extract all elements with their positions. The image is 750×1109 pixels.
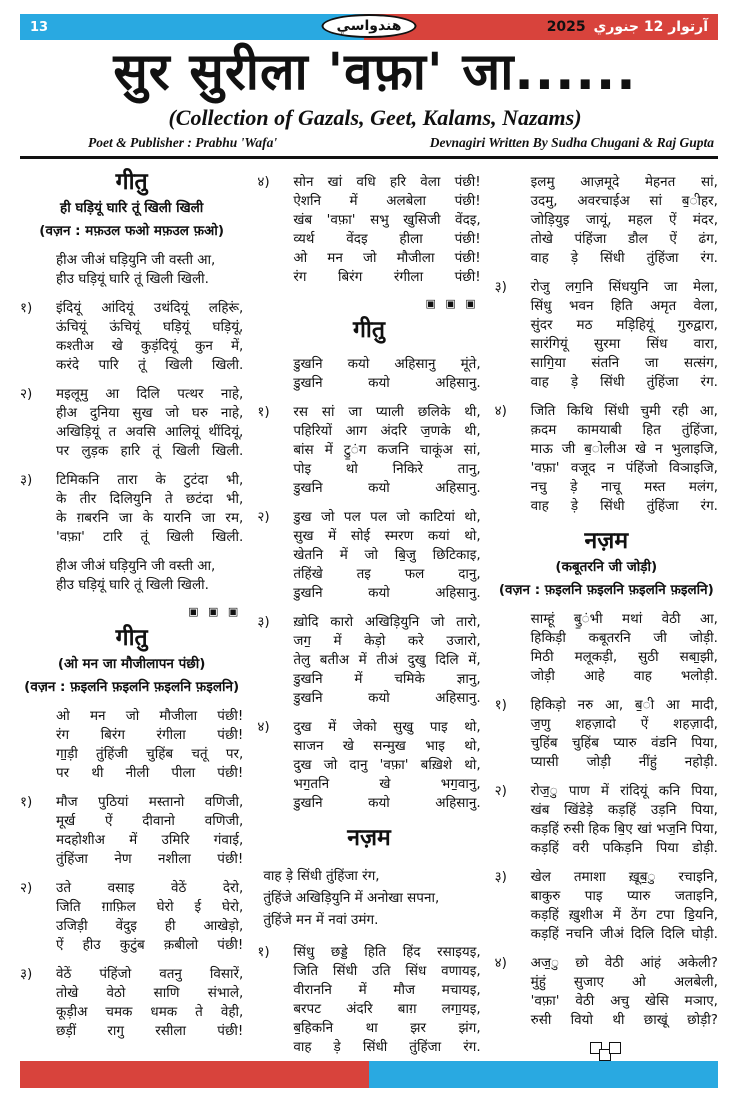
- verse-line: अखिड़ियूं त अवसि आलियूं थींदियूं,: [56, 424, 244, 440]
- verse-number: २): [494, 783, 507, 799]
- verse-line: खेल तमाशा ख़ूब॒ु रचाइनि,: [530, 869, 718, 885]
- verse-number: ३): [494, 869, 507, 885]
- verse-line: वाह ड़े सिंधी तुंहिंजा रंग,: [263, 868, 380, 884]
- verse-line: उदमु, अवरचाईअ सां ब॒ीहर,: [530, 193, 718, 209]
- verse-line: मुंहुं सुजाए ओ अलबेली,: [530, 974, 718, 990]
- verse-line: डुखनि कयो अहिसानु.: [293, 480, 481, 496]
- poem-columns: [20, 163, 718, 1096]
- verse-line: खंब खिंडेड़े कड़हिं उड़नि पिया,: [530, 802, 718, 818]
- verse-body: [293, 355, 480, 393]
- verse-line: पर थी नीली पीला पंछी!: [56, 765, 244, 781]
- verse-line: गा॒ड़ी तुंहिंजी चुहिंब चतूं पर,: [56, 746, 244, 762]
- verse-number: १): [494, 697, 507, 713]
- verse-line: हीअ जीअं घड़ियुनि जी वस्ती आ,: [56, 252, 216, 268]
- verse-number: ३): [494, 279, 507, 295]
- verse-line: ओ मन जो मौजीला पंछी!: [293, 250, 481, 266]
- verse-line: पहिरियों आग अंदरि ज॒णके थी,: [293, 423, 481, 439]
- verse-line: क़दम कामयाबी हित तुंहिंजा,: [530, 422, 718, 438]
- poem-verse: [257, 865, 480, 931]
- verse-line: सोन खां वधि हरि वेला पंछी!: [293, 174, 481, 190]
- verse-line: सारंगियूं सुरमा सिंध वारा,: [530, 336, 718, 352]
- verse-number: १): [20, 794, 33, 810]
- poem-subtitle: (ओ मन जा मौजीलापन पंछी): [57, 656, 206, 672]
- verse-line: हिकिड़ो नरु आ, ब॒ी आ मादी,: [530, 697, 718, 713]
- verse-line: नचु ड़े नाचू मस्त मलंग,: [530, 479, 718, 495]
- poem-verse: [20, 251, 243, 289]
- verse-body: [56, 557, 243, 595]
- verse-line: रस सां जा प्याली छलिके थी,: [293, 404, 481, 420]
- verse-line: हिकिड़ी कबूतरनि जी जोड़ी.: [530, 630, 718, 646]
- verse-number: २): [20, 386, 33, 402]
- verse-line: मौज पुठियां मस्तानो वणिजी,: [56, 794, 244, 810]
- verse-line: मूर्ख ऐं दीवानो वणिजी,: [56, 813, 244, 829]
- poem-verse: [495, 278, 718, 392]
- section-end-marker: ▣ ▣ ▣: [425, 297, 479, 310]
- verse-line: डुखनि कयो अहिसानु मूंते,: [293, 356, 481, 372]
- poem-verse: [257, 943, 480, 1057]
- verse-line: 'वफ़ा' वजूद न पंहिंजो विञाइजि,: [530, 460, 718, 476]
- verse-line: ऊंचियूं ऊंचियूं घड़ियूं घड़ियूं,: [56, 319, 244, 335]
- verse-line: मदहोशीअ में उमिरि गंवाई,: [56, 832, 244, 848]
- verse-line: बरपट अंदरि बाग़ लगा॒यइ,: [293, 1001, 481, 1017]
- poem-verse: [20, 385, 243, 461]
- poem-verse: [495, 696, 718, 772]
- verse-line: जिति किथि सिंधी चुमी रही आ,: [530, 403, 718, 419]
- end-ornament: [588, 1040, 624, 1062]
- poem-verse: [495, 782, 718, 858]
- poem-verse: [257, 718, 480, 813]
- verse-line: के तीर दिलियुनि ते छटंदा भी,: [56, 491, 244, 507]
- verse-line: ज॒णु शहज़ादो ऐं शहज़ादी,: [530, 716, 718, 732]
- verse-line: डुखनि में चमिके ज्ञानु,: [293, 671, 481, 687]
- poem-verse: [20, 793, 243, 869]
- masthead-logo: هندواسي: [322, 14, 417, 38]
- verse-line: 'वफ़ा' टारि तूं खिली खिली.: [56, 529, 244, 545]
- column-3: [495, 163, 718, 1096]
- verse-body: [56, 471, 243, 547]
- verse-line: उते वसाइ वेठें देरो,: [56, 880, 244, 896]
- poem-verse: [20, 299, 243, 375]
- poem-heading: नज़म: [584, 528, 629, 554]
- poem-verse: [20, 557, 243, 595]
- verse-line: अज॒ु छो वेठी आंहं अकेली?: [530, 955, 718, 971]
- poem-heading: गीतु: [115, 169, 148, 195]
- bottom-bar-right: [369, 1061, 718, 1088]
- verse-number: १): [257, 944, 270, 960]
- verse-line: कश्तीअ खे कुड़ंदियूं कुन में,: [56, 338, 244, 354]
- poem-verse: [495, 402, 718, 516]
- verse-number: [495, 173, 531, 268]
- verse-line: व्यर्थ वेंदइ हीला पंछी!: [293, 231, 481, 247]
- verse-line: दुख में जेको सुखु पाइ थो,: [293, 719, 481, 735]
- verse-line: ऐशनि में अलबेला पंछी!: [293, 193, 481, 209]
- verse-body: [531, 868, 718, 944]
- verse-line: कड़हिं वरी पकिड़नि पिया डोड़ी.: [530, 840, 718, 856]
- page-number: 13: [30, 19, 49, 35]
- verse-line: साजन खे सन्मुख भाइ थो,: [293, 738, 481, 754]
- edition-year: 2025: [546, 19, 586, 35]
- verse-line: खंब 'वफ़ा' सभु खुसिजी वेंदइ,: [293, 212, 481, 228]
- verse-line: प्यासी जोड़ी नींहुं नहोड़ी.: [530, 754, 718, 770]
- poem-verse: [20, 879, 243, 955]
- byline-poet: Poet & Publisher : Prabhu 'Wafa': [88, 135, 278, 150]
- poem-verse: [495, 868, 718, 944]
- verse-line: ओ मन जो मौजीला पंछी!: [56, 708, 244, 724]
- verse-line: रोजु लग॒नि सिंधयुनि जा मेला,: [530, 279, 718, 295]
- verse-line: भग॒तनि खे भग॒वानु,: [293, 776, 481, 792]
- verse-line: बांस में टु॒ंग कजनि चाकूंअ सां,: [293, 442, 481, 458]
- verse-line: सिंधु छड्डे हिति हिंद रसाइयइ,: [293, 944, 481, 960]
- verse-line: हीअ दुनिया सुख जो घरु नाहे,: [56, 405, 244, 421]
- verse-line: पोइ थो निकिरे तानु,: [293, 461, 481, 477]
- poem-verse: [20, 471, 243, 547]
- verse-line: डुखनि कयो अहिसानु.: [293, 795, 481, 811]
- verse-line: तेलु बतीअ में तीअं दुखु दिलि में,: [293, 652, 481, 668]
- verse-body: [293, 508, 480, 603]
- section-end-marker: ▣ ▣ ▣: [188, 605, 242, 618]
- verse-line: चुहिंब चुहिंब प्यारु वंडनि पिया,: [530, 735, 718, 751]
- verse-body: [293, 173, 480, 287]
- verse-line: सिंधु भवन हिति अमृत वेला,: [530, 298, 718, 314]
- verse-line: सुंदर मठ मड़िहियूं गुरुद्वारा,: [530, 317, 718, 333]
- verse-line: सुख में सोई स्मरण कयां थो,: [293, 528, 481, 544]
- bottom-bar: [20, 1061, 718, 1088]
- verse-line: करंदे पारि तूं खिली खिली.: [56, 357, 244, 373]
- top-bar: [20, 14, 718, 40]
- poem-heading: नज़म: [347, 825, 391, 851]
- verse-number: ३): [20, 472, 33, 488]
- verse-line: ब॒हिकनि था झर झंग,: [293, 1020, 481, 1036]
- verse-line: पर लुड़क हारि तूं खिली खिली.: [56, 443, 244, 459]
- poem-verse: [495, 954, 718, 1030]
- column-1: [20, 163, 243, 1096]
- verse-number: १): [20, 300, 33, 316]
- verse-line: सागि॒या संतनि जा सत्संग,: [530, 355, 718, 371]
- verse-line: तुंहिंजा नेण नशीला पंछी!: [56, 851, 244, 867]
- verse-line: दुख जो दानु 'वफ़ा' बख़िशे थो,: [293, 757, 481, 773]
- verse-line: वीराननि में मौज मचायइ,: [293, 982, 481, 998]
- verse-body: [56, 385, 243, 461]
- verse-number: ३): [20, 966, 33, 982]
- verse-number: ४): [257, 174, 270, 190]
- verse-line: डुख जो पल पल जो काटियां थो,: [293, 509, 481, 525]
- verse-line: मइलूमु आ दिलि पत्थर नाहे,: [56, 386, 244, 402]
- verse-body: [56, 879, 243, 955]
- verse-line: वाह ड़े सिंधी तुंहिंजा रंग.: [530, 250, 718, 266]
- verse-line: वाह ड़े सिंधी तुंहिंजा रंग.: [293, 1039, 481, 1055]
- verse-line: जिति ग़ाफ़िल घेरो ई घेरो,: [56, 899, 244, 915]
- poem-verse: [495, 173, 718, 268]
- poem-meter: (वज़न : फ़इलनि फ़इलनि फ़इलनि फ़इलनि): [24, 679, 240, 695]
- verse-line: हीउ घड़ियूं घारि तूं खिली खिली.: [56, 577, 209, 593]
- verse-line: जिति सिंधी उति सिंध वणायइ,: [293, 963, 481, 979]
- poem-heading: गीतु: [115, 625, 148, 651]
- verse-line: मिठी मलूकड़ी, सुठी सबा॒झी,: [530, 649, 718, 665]
- verse-body: [293, 613, 480, 708]
- verse-line: उजिड़ी वेंदुइ ही आखेड़ो,: [56, 918, 244, 934]
- verse-line: माऊ जी ब॒ोलीअ खे न भुलाइजि,: [530, 441, 718, 457]
- bottom-bar-left: [20, 1061, 369, 1088]
- verse-number: ४): [494, 955, 507, 971]
- verse-number: [257, 355, 293, 393]
- verse-body: [293, 403, 480, 498]
- byline-row: [88, 135, 714, 151]
- verse-body: [56, 793, 243, 869]
- verse-line: कूड़ीअ चमक धमक ते वेही,: [56, 1004, 244, 1020]
- verse-number: [20, 557, 56, 595]
- verse-line: 'वफ़ा' वेठी अचु खेसि मञाए,: [530, 993, 718, 1009]
- top-bar-right: [364, 14, 718, 40]
- verse-line: छड़ीं रागु रसीला पंछी!: [56, 1023, 244, 1039]
- verse-line: कड़हिं रुसी हिक बि॒ए खां भज॒नि पिया,: [530, 821, 718, 837]
- verse-line: तंहिंखे तइ फल दानु,: [293, 566, 481, 582]
- verse-line: तुंहिंजे मन में नवां उमंग.: [263, 912, 379, 928]
- verse-line: टिमिकनि तारा के टुटंदा भी,: [56, 472, 244, 488]
- verse-line: वाह ड़े सिंधी तुंहिंजा रंग.: [530, 374, 718, 390]
- verse-line: डुखनि कयो अहिसानु.: [293, 585, 481, 601]
- poem-verse: [20, 707, 243, 783]
- verse-number: ४): [257, 719, 270, 735]
- verse-line: रंग बिरंग रंगीला पंछी!: [56, 727, 244, 743]
- verse-body: [531, 173, 718, 268]
- verse-body: [56, 965, 243, 1041]
- verse-line: वेठें पंहिंजो वतनु विसारें,: [56, 966, 244, 982]
- verse-body: [531, 610, 718, 686]
- verse-number: २): [20, 880, 33, 896]
- poem-verse: [495, 610, 718, 686]
- verse-line: इलमु आज़मूदे मेहनत सां,: [530, 174, 718, 190]
- verse-body: [56, 251, 243, 289]
- poem-verse: [257, 613, 480, 708]
- poem-subtitle: (कबूतरनि जी जोड़ी): [555, 559, 658, 575]
- verse-line: तुंहिंजे अखिड़ियुनि में अनोखा सपना,: [263, 890, 440, 906]
- verse-body: [56, 707, 243, 783]
- verse-line: जग॒ में केड़ो करे उजारो,: [293, 633, 481, 649]
- verse-body: [531, 954, 718, 1030]
- page-subtitle: (Collection of Gazals, Geet, Kalams, Nazams): [168, 105, 582, 130]
- verse-line: ऐं हीउ कुटुंब क़बीलो पंछी!: [56, 937, 244, 953]
- verse-line: इंदियूं आंदियूं उथंदियूं लहिरूं,: [56, 300, 244, 316]
- verse-line: रंग बिरंग रंगीला पंछी!: [293, 269, 481, 285]
- verse-number: १): [257, 404, 270, 420]
- verse-line: खेतनि में जो बि॒जु छिटिकाइ,: [293, 547, 481, 563]
- verse-line: वाह ड़े सिंधी तुंहिंजा रंग.: [530, 498, 718, 514]
- poem-verse: [20, 965, 243, 1041]
- verse-number: [20, 251, 56, 289]
- verse-body: [531, 696, 718, 772]
- verse-line: कड़हिं नचनि जीअं दिलि दिलि घोड़ी.: [530, 926, 718, 942]
- verse-line: ख़ोदि कारो अखिड़ियुनि जो तारो,: [293, 614, 481, 630]
- verse-line: साम्हूं बु॒ंभी मथां वेठी आ,: [530, 611, 718, 627]
- poem-meter: (वज़न : मफ़उल फओ मफ़उल फ़ओ): [39, 223, 225, 239]
- verse-line: जोड़ियुइ जायूं, महल ऐं मंदर,: [530, 212, 718, 228]
- poem-verse: [257, 173, 480, 287]
- verse-body: [293, 943, 480, 1057]
- column-2: [257, 163, 480, 1096]
- verse-line: रुसी वियो थी छाखूं छोड़ी?: [530, 1012, 718, 1028]
- poem-verse: [257, 403, 480, 498]
- edition-date-text: آرتوار 12 جنوري: [593, 19, 708, 35]
- poem-meter: (वज़न : फ़इलनि फ़इलनि फ़इलनि फ़इलनि): [498, 582, 714, 598]
- poem-verse: [257, 508, 480, 603]
- verse-body: [531, 782, 718, 858]
- poem-heading: गीतु: [352, 317, 385, 343]
- verse-body: [531, 278, 718, 392]
- verse-line: कड़हिं ख़ुशीअ में ठेंग टपा डि॒यनि,: [530, 907, 718, 923]
- end-ornament-square: [609, 1042, 621, 1054]
- verse-body: [56, 299, 243, 375]
- poem-verse: [257, 355, 480, 393]
- poem-subtitle: ही घड़ियूं घारि तूं खिली खिली: [60, 200, 204, 216]
- verse-line: डुखनि कयो अहिसानु.: [293, 690, 481, 706]
- verse-line: रोज॒ु पाण में रांदियूं कनि पिया,: [530, 783, 718, 799]
- verse-body: [293, 718, 480, 813]
- page-title: सुर सुरीला 'वफ़ा' जा......: [113, 43, 637, 102]
- top-bar-left: [20, 14, 364, 40]
- byline-devnagiri: Devnagiri Written By Sudha Chugani & Raj Gupta: [429, 135, 714, 150]
- verse-body: [531, 402, 718, 516]
- verse-number: ३): [257, 614, 270, 630]
- verse-line: के ग़बरनि जा के यारनि जा रम,: [56, 510, 244, 526]
- verse-number: [20, 707, 56, 783]
- edition-date: [544, 19, 708, 35]
- verse-line: हीउ घड़ियूं घारि तूं खिली खिली.: [56, 271, 209, 287]
- verse-line: डुखनि कयो अहिसानु.: [293, 375, 481, 391]
- verse-line: हीअ जीअं घड़ियुनि जी वस्ती आ,: [56, 558, 216, 574]
- verse-number: ४): [494, 403, 507, 419]
- verse-line: तोखे वेठो साणि संभाले,: [56, 985, 244, 1001]
- verse-line: जोड़ी आहे वाह भलोड़ी.: [530, 668, 718, 684]
- verse-line: तोखे पंहिंजा डौल ऐं ढंग,: [530, 231, 718, 247]
- verse-number: २): [257, 509, 270, 525]
- masthead-rule: [20, 156, 718, 159]
- verse-number: [495, 610, 531, 686]
- verse-line: बाकुरु पाइ प्यारु जताइनि,: [530, 888, 718, 904]
